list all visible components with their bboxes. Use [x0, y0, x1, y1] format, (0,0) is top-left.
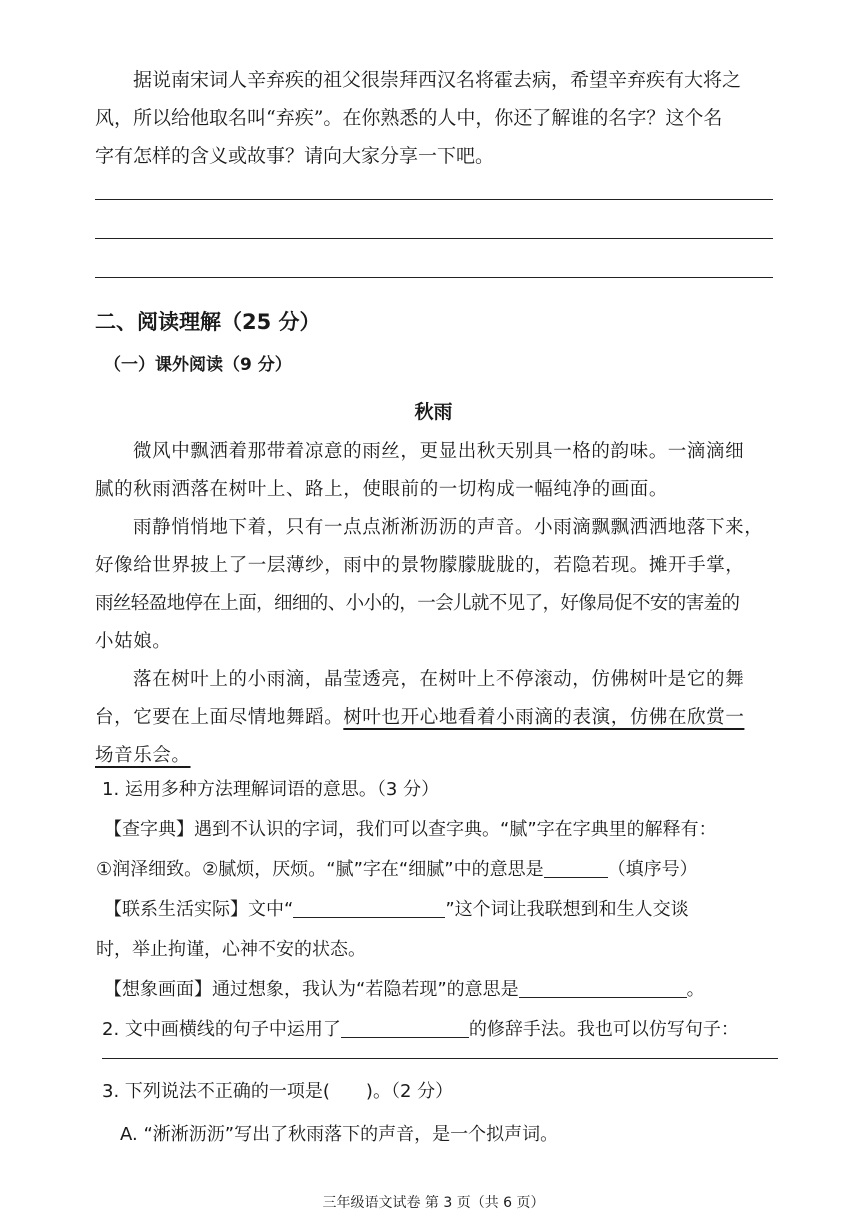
section-heading: 二、阅读理解（25 分）	[95, 310, 321, 334]
question-2-prompt: 2. 文中画横线的句子中运用了	[102, 1019, 341, 1040]
passage-p2-line-3	[95, 585, 785, 623]
answer-blank-1b[interactable]	[293, 897, 445, 918]
passage-p1-line-1: 微风中飘洒着那带着凉意的雨丝，更显出秋天别具一格的韵味。一滴滴细	[133, 441, 745, 462]
passage-p3-line-2	[95, 699, 785, 737]
passage-p3-line-1: 落在树叶上的小雨滴，晶莹透亮，在树叶上不停滚动，仿佛树叶是它的舞	[133, 669, 745, 690]
question-1b-prompt: 【联系生活实际】文中“	[104, 899, 294, 920]
question-1-title: 1. 运用多种方法理解词语的意思。（3 分）	[102, 779, 440, 800]
question-3: 3. 下列说法不正确的一项是( )。（2 分）	[102, 1081, 454, 1102]
intro-line-2: 风，所以给他取名叫“弃疾”。在你熟悉的人中，你还了解谁的名字？这个名	[95, 107, 723, 129]
page-footer: 三年级语文试卷 第 3 页（共 6 页）	[322, 1195, 545, 1211]
question-3-option-a[interactable]: A. “淅淅沥沥”写出了秋雨落下的声音，是一个拟声词。	[120, 1124, 559, 1145]
answer-line-3[interactable]	[95, 277, 773, 278]
answer-blank-1a[interactable]	[544, 857, 608, 878]
sub-section-heading: （一）课外阅读（9 分）	[104, 355, 292, 375]
question-1b-line-1	[104, 890, 794, 930]
passage-p2-line-2: 好像给世界披上了一层薄纱，雨中的景物朦朦胧胧的，若隐若现。摊开手掌，	[95, 555, 745, 576]
answer-line-q2[interactable]	[102, 1058, 778, 1059]
question-1a-line-1: 【查字典】遇到不认识的字词，我们可以查字典。“腻”字在字典里的解释有：	[104, 819, 717, 840]
question-1c-prompt: 【想象画面】通过想象，我认为“若隐若现”的意思是	[104, 979, 519, 1000]
question-2-suffix: 的修辞手法。我也可以仿写句子：	[468, 1019, 739, 1040]
passage-p1-line-2: 腻的秋雨洒落在树叶上、路上，使眼前的一切构成一幅纯净的画面。	[95, 479, 669, 500]
answer-blank-1c[interactable]	[519, 977, 687, 998]
passage-p2-line-1: 雨静悄悄地下着，只有一点点淅淅沥沥的声音。小雨滴飘飘洒洒地落下来，	[133, 517, 764, 538]
answer-blank-2[interactable]	[341, 1017, 469, 1038]
question-1a-suffix: （填序号）	[607, 859, 698, 880]
question-1b-suffix: ”这个词让我联想到和生人交谈	[445, 899, 689, 920]
underlined-sentence-part-2: 场音乐会。	[95, 745, 191, 766]
question-1c-suffix: 。	[686, 979, 705, 1000]
passage-title: 秋雨	[414, 401, 453, 423]
passage-p3-plain: 台，它要在上面尽情地舞蹈。	[95, 707, 344, 728]
question-1a-line-2	[96, 850, 786, 890]
question-2	[102, 1010, 792, 1050]
question-1a-prompt: ①润泽细致。②腻烦，厌烦。“腻”字在“细腻”中的意思是	[96, 859, 544, 880]
underlined-sentence-part-1: 树叶也开心地看着小雨滴的表演，仿佛在欣赏一	[343, 707, 745, 728]
question-1b-line-2: 时，举止拘谨，心神不安的状态。	[96, 939, 366, 960]
intro-line-1: 据说南宋词人辛弃疾的祖父很崇拜西汉名将霍去病，希望辛弃疾有大将之	[133, 69, 742, 91]
passage-p2-line-3-text: 雨丝轻盈地停在上面，细细的、小小的，一会儿就不见了，好像局促不安的害羞的	[95, 593, 740, 614]
question-1c	[104, 970, 794, 1010]
intro-line-3: 字有怎样的含义或故事？请向大家分享一下吧。	[95, 145, 495, 167]
answer-line-1[interactable]	[95, 199, 773, 200]
passage-p2-line-4: 小姑娘。	[95, 631, 172, 652]
answer-line-2[interactable]	[95, 238, 773, 239]
